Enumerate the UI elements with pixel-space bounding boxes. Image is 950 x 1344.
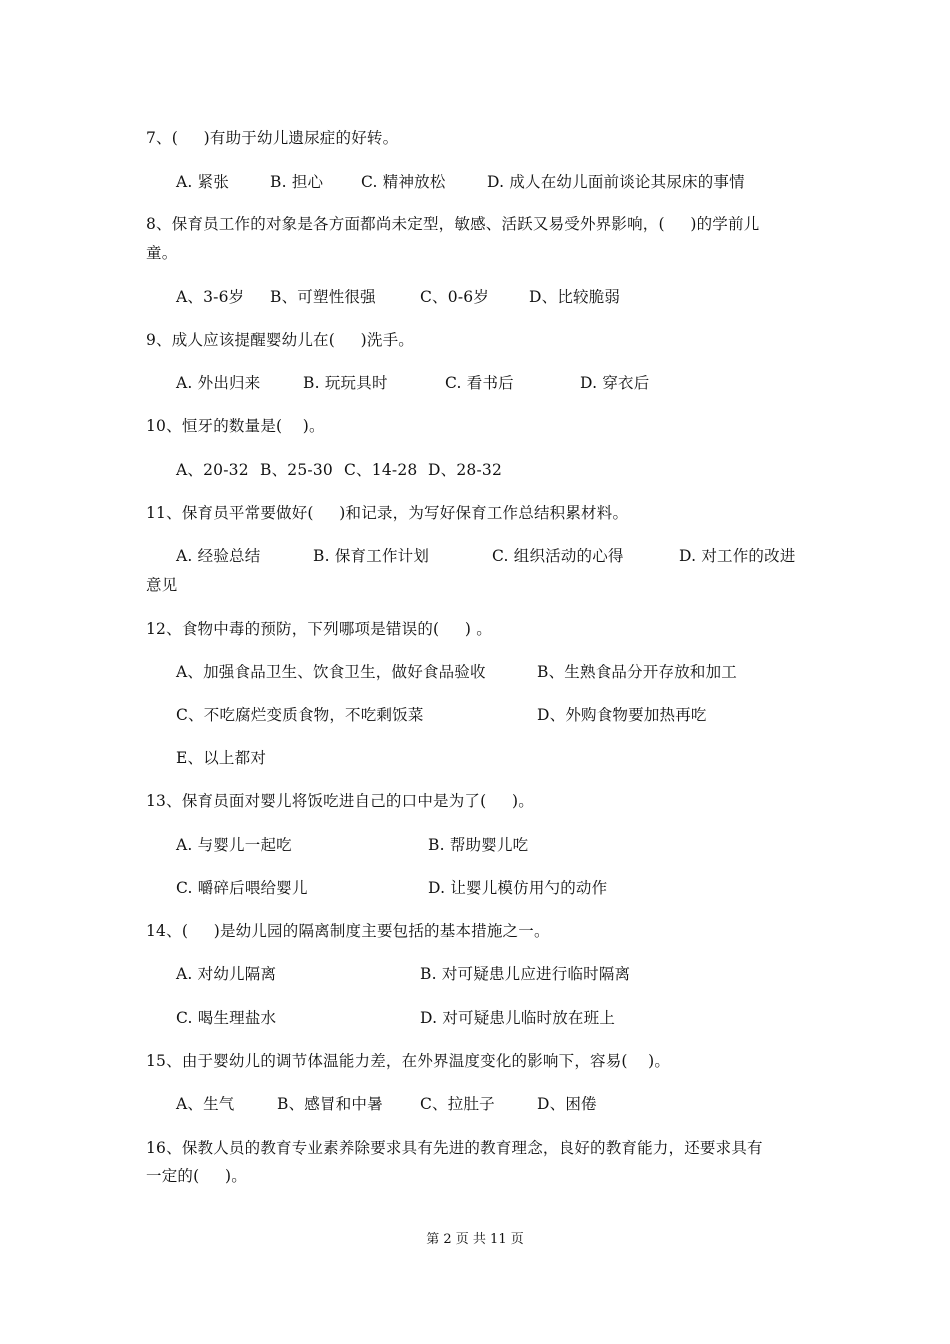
question-7-option-d: D. 成人在幼儿面前谈论其尿床的事情 <box>487 173 745 191</box>
question-13-option-a: A. 与婴儿一起吃 <box>176 836 292 854</box>
question-12-stem: 12、食物中毒的预防，下列哪项是错误的( ) 。 <box>146 620 492 638</box>
question-8-option-a: A、3-6岁 <box>176 288 245 306</box>
question-7-option-c: C. 精神放松 <box>361 173 446 191</box>
question-10-option-d: D、28-32 <box>428 461 503 479</box>
question-8-option-d: D、比较脆弱 <box>529 288 621 306</box>
question-8-stem-continued: 童。 <box>146 244 178 262</box>
question-7-option-a: A. 紧张 <box>176 173 230 191</box>
question-9-option-b: B. 玩玩具时 <box>303 374 388 392</box>
question-15-option-a: A、生气 <box>176 1095 235 1113</box>
question-15-stem: 15、由于婴幼儿的调节体温能力差，在外界温度变化的影响下，容易( )。 <box>146 1052 671 1070</box>
question-7-option-b: B. 担心 <box>270 173 324 191</box>
question-11-option-b: B. 保育工作计划 <box>313 547 430 565</box>
question-13-option-b: B. 帮助婴儿吃 <box>428 836 529 854</box>
question-13-option-d: D. 让婴儿模仿用勺的动作 <box>428 879 608 897</box>
question-11-option-c: C. 组织活动的心得 <box>492 547 624 565</box>
question-14-option-c: C. 喝生理盐水 <box>176 1009 277 1027</box>
question-11-stem: 11、保育员平常要做好( )和记录，为写好保育工作总结积累材料。 <box>146 504 629 522</box>
question-10-option-c: C、14-28 <box>344 461 418 479</box>
question-15-option-c: C、拉肚子 <box>420 1095 495 1113</box>
question-9-option-d: D. 穿衣后 <box>580 374 650 392</box>
question-12-option-e: E、以上都对 <box>176 749 267 767</box>
question-11-option-a: A. 经验总结 <box>176 547 261 565</box>
question-13-option-c: C. 嚼碎后喂给婴儿 <box>176 879 308 897</box>
question-11-option-d-continued: 意见 <box>146 576 178 594</box>
page-number-footer: 第 2 页 共 11 页 <box>426 1232 524 1247</box>
question-14-option-b: B. 对可疑患儿应进行临时隔离 <box>420 965 631 983</box>
question-12-option-d: D、外购食物要加热再吃 <box>537 706 707 724</box>
question-13-stem: 13、保育员面对婴儿将饭吃进自己的口中是为了( )。 <box>146 792 534 810</box>
question-14-option-a: A. 对幼儿隔离 <box>176 965 277 983</box>
question-12-option-a: A、加强食品卫生、饮食卫生，做好食品验收 <box>176 663 486 681</box>
question-14-stem: 14、( )是幼儿园的隔离制度主要包括的基本措施之一。 <box>146 922 550 940</box>
question-15-option-d: D、困倦 <box>537 1095 597 1113</box>
question-16-stem-continued: 一定的( )。 <box>146 1167 247 1185</box>
question-11-option-d: D. 对工作的改进 <box>679 547 796 565</box>
question-12-option-c: C、不吃腐烂变质食物，不吃剩饭菜 <box>176 706 424 724</box>
question-10-option-a: A、20-32 <box>176 461 249 479</box>
question-16-stem: 16、保教人员的教育专业素养除要求具有先进的教育理念，良好的教育能力，还要求具有 <box>146 1139 763 1157</box>
question-9-stem: 9、成人应该提醒婴幼儿在( )洗手。 <box>146 331 414 349</box>
question-8-stem: 8、保育员工作的对象是各方面都尚未定型，敏感、活跃又易受外界影响，( )的学前儿 <box>146 215 760 233</box>
question-9-option-a: A. 外出归来 <box>176 374 261 392</box>
question-8-option-b: B、可塑性很强 <box>270 288 376 306</box>
question-10-option-b: B、25-30 <box>260 461 333 479</box>
question-9-option-c: C. 看书后 <box>445 374 514 392</box>
question-7-stem: 7、( )有助于幼儿遗尿症的好转。 <box>146 129 399 147</box>
question-14-option-d: D. 对可疑患儿临时放在班上 <box>420 1009 616 1027</box>
question-8-option-c: C、0-6岁 <box>420 288 490 306</box>
question-12-option-b: B、生熟食品分开存放和加工 <box>537 663 737 681</box>
question-10-stem: 10、恒牙的数量是( )。 <box>146 417 325 435</box>
question-15-option-b: B、感冒和中暑 <box>277 1095 383 1113</box>
